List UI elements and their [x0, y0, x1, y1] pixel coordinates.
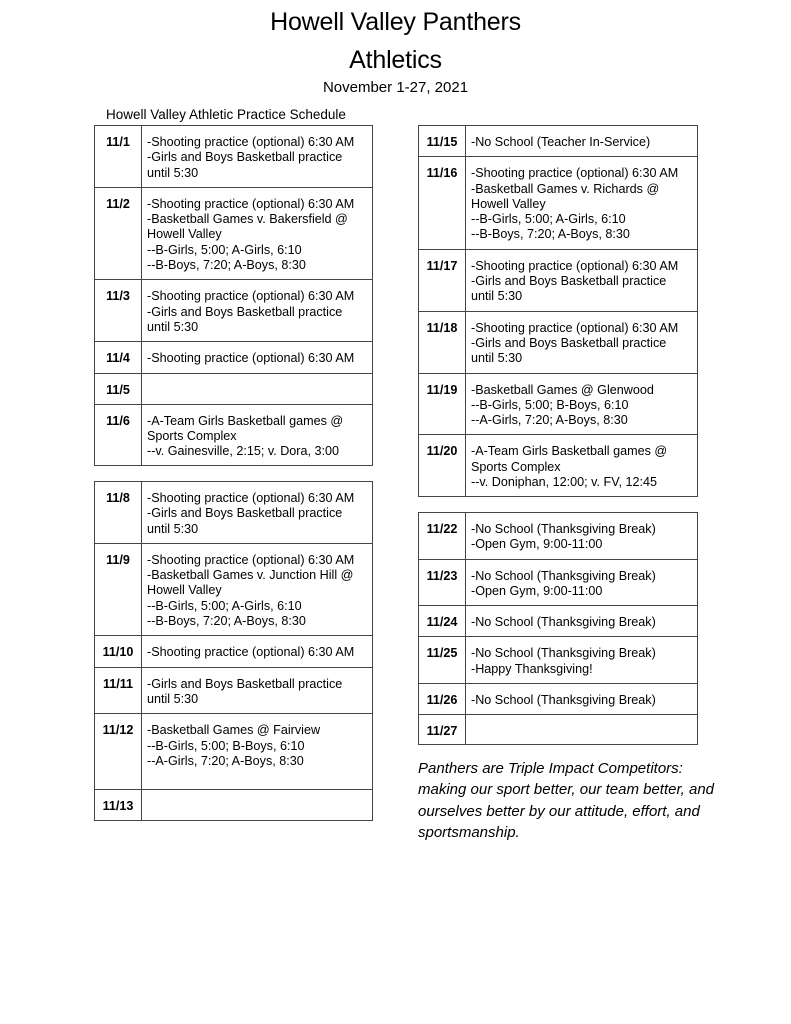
row-notes [142, 543, 373, 635]
row-notes [142, 667, 373, 714]
note-line: Howell Valley [147, 583, 222, 598]
table-row [419, 513, 698, 560]
note-line: -Basketball Games @ Fairview [147, 723, 321, 738]
note-line: -Basketball Games @ Glenwood [471, 382, 654, 397]
triple-impact-quote: Panthers are Triple Impact Competitors: making our sport better, our team better, and ourselves better by our attitude, effort, and sportsmanship. [418, 760, 715, 841]
table-row [419, 606, 698, 637]
row-notes [466, 157, 698, 249]
page-title: Howell Valley Panthers [270, 8, 521, 36]
row-notes [466, 513, 698, 560]
row-date: 11/15 [419, 126, 466, 157]
note-line: -Girls and Boys Basketball practice [471, 274, 667, 289]
row-date: 11/25 [419, 637, 466, 684]
table-row [95, 342, 373, 373]
note-line: -A-Team Girls Basketball games @ [471, 444, 668, 459]
row-notes [466, 373, 698, 435]
note-line: --B-Girls, 5:00; A-Girls, 6:10 [147, 242, 302, 257]
row-date: 11/2 [95, 187, 142, 279]
note-line: -Happy Thanksgiving! [471, 661, 593, 676]
table-row [95, 667, 373, 714]
note-line: -Shooting practice (optional) 6:30 AM [471, 258, 679, 273]
row-date: 11/6 [95, 404, 142, 466]
row-notes [142, 482, 373, 544]
note-line: -Shooting practice (optional) 6:30 AM [147, 645, 355, 660]
note-line: -No School (Thanksgiving Break) [471, 568, 656, 583]
schedule-table-week-3 [418, 125, 698, 497]
row-notes [142, 790, 373, 821]
note-line: --B-Boys, 7:20; A-Boys, 8:30 [147, 258, 306, 273]
note-line: -Basketball Games v. Richards @ [471, 181, 660, 196]
note-line: -No School (Thanksgiving Break) [471, 693, 656, 708]
schedule-table-week-4 [418, 512, 698, 745]
table-row [419, 715, 698, 745]
note-line: Howell Valley [147, 227, 222, 242]
date-range: November 1-27, 2021 [322, 79, 469, 96]
row-date: 11/27 [419, 715, 466, 745]
note-line: until 5:30 [147, 521, 199, 536]
row-notes [466, 435, 698, 497]
table-row [419, 373, 698, 435]
row-notes [466, 715, 698, 745]
table-row [95, 714, 373, 790]
table-row [419, 684, 698, 715]
note-line: until 5:30 [471, 289, 523, 304]
table-row [95, 187, 373, 279]
note-line: -No School (Teacher In-Service) [471, 135, 651, 149]
row-notes [142, 373, 373, 404]
table-row [95, 280, 373, 342]
note-line: -Girls and Boys Basketball practice [147, 506, 343, 521]
page-subtitle: Athletics [349, 46, 442, 74]
note-line: -Shooting practice (optional) 6:30 AM [147, 351, 355, 366]
table-row [419, 249, 698, 311]
row-date: 11/3 [95, 280, 142, 342]
note-line: -Basketball Games v. Junction Hill @ [147, 568, 354, 583]
note-line: until 5:30 [147, 165, 199, 180]
note-line: -A-Team Girls Basketball games @ [147, 413, 344, 428]
note-line: -Open Gym, 9:00-11:00 [471, 583, 603, 598]
note-line: --B-Girls, 5:00; B-Boys, 6:10 [471, 397, 629, 412]
note-line: --A-Girls, 7:20; A-Boys, 8:30 [471, 413, 628, 428]
row-notes [466, 559, 698, 606]
note-line: Sports Complex [471, 459, 561, 474]
schedule-table-week-2 [94, 481, 373, 821]
schedule-caption: Howell Valley Athletic Practice Schedule [106, 107, 346, 122]
note-line: -Girls and Boys Basketball practice [471, 335, 667, 350]
note-line: -No School (Thanksgiving Break) [471, 522, 656, 536]
row-notes [142, 342, 373, 373]
table-row [95, 636, 373, 667]
table-row [419, 126, 698, 157]
row-date: 11/24 [419, 606, 466, 637]
table-row [95, 482, 373, 544]
note-line: -Girls and Boys Basketball practice [147, 304, 343, 319]
row-date: 11/4 [95, 342, 142, 373]
row-date: 11/10 [95, 636, 142, 667]
table-row [95, 373, 373, 404]
note-line: -Girls and Boys Basketball practice [147, 150, 343, 165]
row-notes [466, 126, 698, 157]
note-line: -Basketball Games v. Bakersfield @ [147, 212, 348, 227]
note-line: --B-Boys, 7:20; A-Boys, 8:30 [147, 614, 306, 629]
note-line: --B-Girls, 5:00; A-Girls, 6:10 [147, 598, 302, 613]
row-date: 11/1 [95, 126, 142, 188]
note-line: --A-Girls, 7:20; A-Boys, 8:30 [147, 753, 304, 768]
row-date: 11/16 [419, 157, 466, 249]
table-row [419, 637, 698, 684]
row-date: 11/12 [95, 714, 142, 790]
row-date: 11/8 [95, 482, 142, 544]
row-date: 11/23 [419, 559, 466, 606]
row-notes [142, 126, 373, 188]
note-line: --v. Doniphan, 12:00; v. FV, 12:45 [471, 475, 657, 490]
row-date: 11/26 [419, 684, 466, 715]
row-notes [142, 404, 373, 466]
note-line: Sports Complex [147, 428, 237, 443]
table-row [95, 543, 373, 635]
table-row [95, 404, 373, 466]
row-notes [466, 606, 698, 637]
note-line: -Shooting practice (optional) 6:30 AM [147, 491, 355, 505]
row-date: 11/9 [95, 543, 142, 635]
row-notes [466, 684, 698, 715]
note-line: --B-Girls, 5:00; A-Girls, 6:10 [471, 212, 626, 227]
row-notes [466, 311, 698, 373]
table-row [419, 157, 698, 249]
row-date: 11/13 [95, 790, 142, 821]
note-line: until 5:30 [147, 691, 199, 706]
note-line: -Shooting practice (optional) 6:30 AM [471, 320, 679, 335]
row-date: 11/20 [419, 435, 466, 497]
row-date: 11/17 [419, 249, 466, 311]
note-line: Howell Valley [471, 196, 546, 211]
row-notes [142, 280, 373, 342]
note-line: -Open Gym, 9:00-11:00 [471, 537, 603, 552]
note-line: -Shooting practice (optional) 6:30 AM [147, 135, 355, 149]
table-row [95, 790, 373, 821]
note-line: -Shooting practice (optional) 6:30 AM [147, 196, 355, 211]
row-notes [466, 249, 698, 311]
table-row [419, 435, 698, 497]
row-date: 11/18 [419, 311, 466, 373]
note-line: -Girls and Boys Basketball practice [147, 676, 343, 691]
table-row [95, 126, 373, 188]
note-line: -Shooting practice (optional) 6:30 AM [147, 552, 355, 567]
note-line: --B-Boys, 7:20; A-Boys, 8:30 [471, 227, 630, 242]
note-line: -Shooting practice (optional) 6:30 AM [471, 166, 679, 181]
row-notes [466, 637, 698, 684]
note-line: -No School (Thanksgiving Break) [471, 615, 656, 630]
row-notes [142, 187, 373, 279]
table-row [419, 311, 698, 373]
row-date: 11/22 [419, 513, 466, 560]
row-date: 11/5 [95, 373, 142, 404]
schedule-table-week-1 [94, 125, 373, 466]
table-row [419, 559, 698, 606]
note-line: until 5:30 [147, 319, 199, 334]
note-line: -No School (Thanksgiving Break) [471, 646, 656, 661]
row-date: 11/11 [95, 667, 142, 714]
note-line: --v. Gainesville, 2:15; v. Dora, 3:00 [147, 444, 340, 459]
row-notes [142, 714, 373, 790]
note-line: -Shooting practice (optional) 6:30 AM [147, 289, 355, 304]
row-date: 11/19 [419, 373, 466, 435]
note-line: until 5:30 [471, 351, 523, 366]
note-line: --B-Girls, 5:00; B-Boys, 6:10 [147, 738, 305, 753]
row-notes [142, 636, 373, 667]
